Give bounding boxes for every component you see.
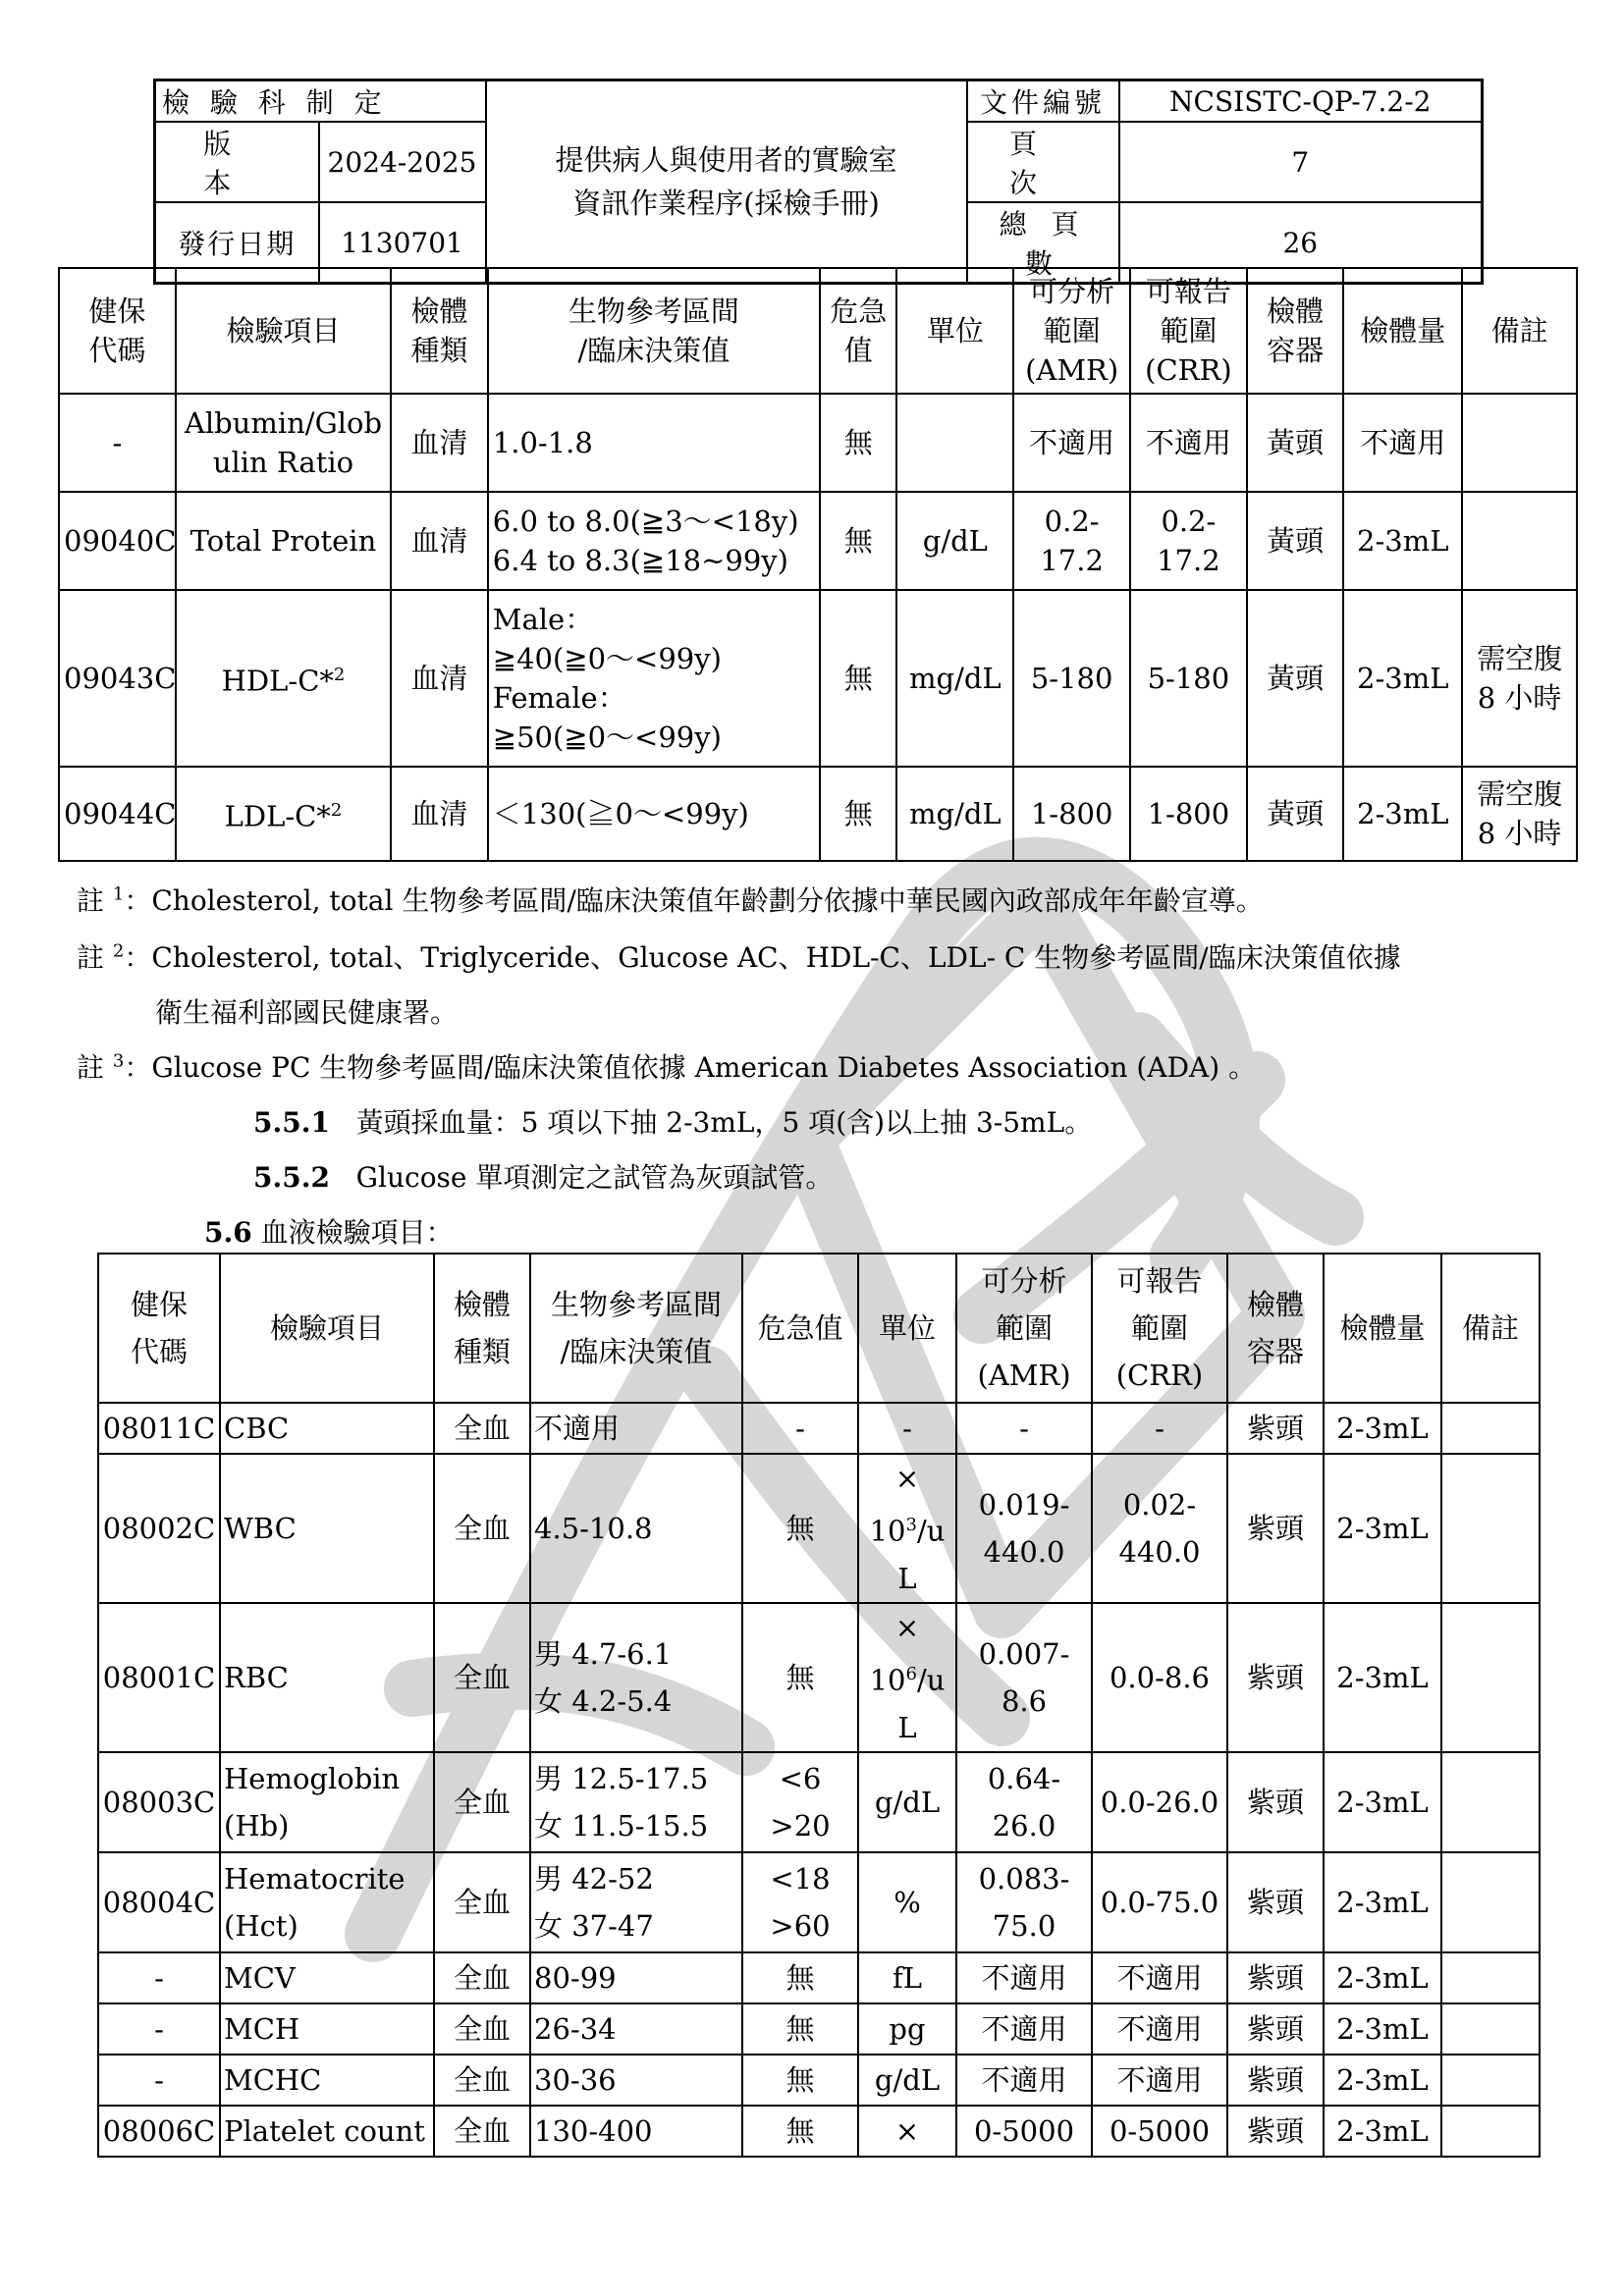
cell-specimen: 血清 (391, 590, 488, 767)
footnote-text: ：Cholesterol, total 生物參考區間/臨床決策值年齡劃分依據中華民國內政部成年年齡宣導。 (124, 884, 1264, 917)
cell-container: 紫頭 (1227, 1454, 1324, 1603)
cell-code: 08006C (98, 2106, 220, 2157)
cell-ref (530, 1603, 742, 1752)
critical-low: <6 (779, 1762, 822, 1795)
cell-ref: 80-99 (530, 1952, 742, 2003)
cell-crr: 不適用 (1092, 1952, 1227, 2003)
cell-code: - (98, 2003, 220, 2055)
footnote-prefix: 註 (77, 884, 105, 917)
cell-item: HDL-C*$^2$ (176, 590, 391, 767)
footnote-ref: 2 (333, 665, 346, 686)
col-header-crr: 可報告 範圍 (CRR) (1092, 1254, 1227, 1403)
cell-crr: 0.0-75.0 (1092, 1852, 1227, 1952)
table-row (98, 1454, 1540, 1603)
cell-critical: 無 (742, 2106, 858, 2157)
unit-l: L (897, 1710, 917, 1744)
cell-note (1441, 1752, 1540, 1852)
section-number: 5.6 (204, 1216, 252, 1249)
cell-code: - (59, 394, 176, 492)
cell-specimen: 血清 (391, 492, 488, 590)
table-row (98, 1603, 1540, 1752)
header-label-doc-no: 文件編號 (967, 80, 1119, 123)
table-row (98, 2003, 1540, 2055)
cell-crr: 不適用 (1092, 2055, 1227, 2106)
cell-crr: 0.2- 17.2 (1130, 492, 1247, 590)
cell-unit: fL (858, 1952, 956, 2003)
cell-note (1441, 2055, 1540, 2106)
col-header-ref: 生物參考區間 /臨床決策值 (488, 268, 820, 394)
table-row (98, 2055, 1540, 2106)
cell-amr: 5-180 (1013, 590, 1130, 767)
cell-specimen: 全血 (434, 1952, 530, 2003)
cell-crr: 0.0-8.6 (1092, 1603, 1227, 1752)
cell-critical: 無 (820, 767, 897, 861)
footnote-2 (77, 936, 1401, 976)
cell-unit: % (858, 1852, 956, 1952)
section-number: 5.5.1 (253, 1106, 330, 1139)
cell-crr: 1-800 (1130, 767, 1247, 861)
cell-item: Hemoglobin (Hb) (220, 1752, 434, 1852)
cell-crr: - (1092, 1403, 1227, 1454)
cell-ref: ＜130(≧0～<99y) (488, 767, 820, 861)
table-row (98, 1852, 1540, 1952)
cell-item: RBC (220, 1603, 434, 1752)
cell-code: - (98, 2055, 220, 2106)
cell-amr: 0-5000 (956, 2106, 1092, 2157)
cell-specimen: 全血 (434, 1403, 530, 1454)
section-5-6 (204, 1211, 454, 1251)
cell-volume: 2-3mL (1324, 1752, 1441, 1852)
cell-item: LDL-C*$^2$ (176, 767, 391, 861)
document-header (153, 79, 1484, 285)
footnote-text: ：Glucose PC 生物參考區間/臨床決策值依據 American Diabetes Association (ADA) 。 (124, 1051, 1257, 1084)
cell-container: 紫頭 (1227, 1852, 1324, 1952)
cell-note (1462, 394, 1577, 492)
ref-female: 女 4.2-5.4 (534, 1684, 673, 1718)
cell-code: 08003C (98, 1752, 220, 1852)
footnote-number: 1 (112, 883, 125, 905)
cell-item: Albumin/Glob ulin Ratio (176, 394, 391, 492)
cell-container: 紫頭 (1227, 1603, 1324, 1752)
cell-volume: 2-3mL (1324, 1952, 1441, 2003)
cell-specimen: 血清 (391, 394, 488, 492)
cell-amr: 0.019- 440.0 (956, 1454, 1092, 1603)
cell-amr: 0.083- 75.0 (956, 1852, 1092, 1952)
unit-base: 10 (869, 1514, 906, 1548)
cell-note (1441, 1403, 1540, 1454)
header-version: 2024-2025 (319, 122, 486, 202)
col-header-volume: 檢體量 (1343, 268, 1462, 394)
cell-item: MCHC (220, 2055, 434, 2106)
col-header-volume: 檢體量 (1324, 1254, 1441, 1403)
table-header-row (59, 268, 1577, 394)
unit-per: /u (916, 1514, 946, 1548)
col-header-unit: 單位 (858, 1254, 956, 1403)
footnote-number: 3 (112, 1050, 125, 1072)
table-row (59, 590, 1577, 767)
cell-amr: 不適用 (956, 2003, 1092, 2055)
cell-container: 紫頭 (1227, 2055, 1324, 2106)
cell-ref: Male： ≧40(≧0～<99y) Female： ≧50(≧0～<99y) (488, 590, 820, 767)
cell-note (1441, 1603, 1540, 1752)
cell-volume: 2-3mL (1324, 1454, 1441, 1603)
col-header-note: 備註 (1441, 1254, 1540, 1403)
cell-note (1462, 492, 1577, 590)
cell-item: CBC (220, 1403, 434, 1454)
ref-female: 女 11.5-15.5 (534, 1809, 709, 1842)
cell-ref (530, 1852, 742, 1952)
header-doc-no: NCSISTC-QP-7.2-2 (1119, 80, 1483, 123)
header-label-basis: 檢 驗 科 制 定 (155, 80, 486, 123)
cell-volume: 2-3mL (1324, 2003, 1441, 2055)
footnote-prefix: 註 (77, 941, 105, 974)
header-issue-date: 1130701 (319, 202, 486, 284)
cell-critical: - (742, 1403, 858, 1454)
cell-critical: 無 (820, 590, 897, 767)
ref-male: 男 4.7-6.1 (534, 1637, 673, 1671)
unit-l: L (897, 1561, 917, 1595)
cell-crr: 0.0-26.0 (1092, 1752, 1227, 1852)
cell-code: 09043C (59, 590, 176, 767)
cell-item: Total Protein (176, 492, 391, 590)
cell-note: 需空腹 8 小時 (1462, 767, 1577, 861)
header-label-version: 版 本 (155, 122, 319, 202)
cell-item: MCV (220, 1952, 434, 2003)
cell-unit: g/dL (896, 492, 1013, 590)
cell-crr: 不適用 (1130, 394, 1247, 492)
section-5-5-2 (253, 1156, 833, 1196)
section-text: 黃頭採血量：5 項以下抽 2-3mL，5 項(含)以上抽 3-5mL。 (355, 1106, 1093, 1139)
cell-specimen: 全血 (434, 1454, 530, 1603)
cell-specimen: 全血 (434, 2055, 530, 2106)
col-header-ref: 生物參考區間 /臨床決策值 (530, 1254, 742, 1403)
cell-critical: 無 (742, 1952, 858, 2003)
table-row (59, 394, 1577, 492)
col-header-specimen: 檢體 種類 (391, 268, 488, 394)
table-row (98, 1403, 1540, 1454)
header-label-issue-date: 發行日期 (155, 202, 319, 284)
cell-critical: 無 (742, 1454, 858, 1603)
cell-critical: 無 (820, 394, 897, 492)
cell-code: 08011C (98, 1403, 220, 1454)
cell-critical: 無 (820, 492, 897, 590)
cell-container: 紫頭 (1227, 1952, 1324, 2003)
cell-item: Platelet count (220, 2106, 434, 2157)
cell-specimen: 全血 (434, 1852, 530, 1952)
critical-low: <18 (770, 1862, 831, 1896)
cell-ref: 不適用 (530, 1403, 742, 1454)
footnote-prefix: 註 (77, 1051, 105, 1084)
cell-ref (530, 1752, 742, 1852)
footnote-ref: 2 (330, 800, 343, 822)
col-header-critical: 危急值 (742, 1254, 858, 1403)
col-header-amr: 可分析 範圍 (AMR) (956, 1254, 1092, 1403)
header-label-page: 頁 次 (967, 122, 1119, 202)
cell-volume: 2-3mL (1343, 590, 1462, 767)
header-label-total-pages: 總 頁 數 (967, 202, 1119, 284)
cell-amr: 不適用 (1013, 394, 1130, 492)
cell-unit: mg/dL (896, 767, 1013, 861)
cell-ref: 1.0-1.8 (488, 394, 820, 492)
unit-times: × (894, 1462, 920, 1496)
cell-unit: × (858, 2106, 956, 2157)
cell-amr: 1-800 (1013, 767, 1130, 861)
unit-per: /u (916, 1663, 946, 1697)
col-header-note: 備註 (1462, 268, 1577, 394)
cell-amr: 不適用 (956, 1952, 1092, 2003)
critical-high: >60 (770, 1909, 831, 1943)
cell-amr: 0.2- 17.2 (1013, 492, 1130, 590)
footnote-3 (77, 1046, 1256, 1086)
cell-container: 黃頭 (1247, 492, 1344, 590)
col-header-code: 健保 代碼 (59, 268, 176, 394)
cell-unit (896, 394, 1013, 492)
cell-code: 08004C (98, 1852, 220, 1952)
col-header-unit: 單位 (896, 268, 1013, 394)
cell-amr: 0.007-8.6 (956, 1603, 1092, 1752)
col-header-code: 健保 代碼 (98, 1254, 220, 1403)
unit-times: × (894, 1611, 920, 1645)
cell-container: 黃頭 (1247, 590, 1344, 767)
footnote-2-continued: 衛生福利部國民健康署。 (155, 996, 459, 1029)
cell-container: 黃頭 (1247, 394, 1344, 492)
cell-code: 08002C (98, 1454, 220, 1603)
cell-volume: 2-3mL (1343, 767, 1462, 861)
table-row (98, 1752, 1540, 1852)
cell-container: 紫頭 (1227, 1403, 1324, 1454)
cell-container: 黃頭 (1247, 767, 1344, 861)
cell-crr: 5-180 (1130, 590, 1247, 767)
ref-male: 男 42-52 (534, 1862, 654, 1896)
ref-female: 女 37-47 (534, 1909, 654, 1943)
critical-high: >20 (770, 1809, 831, 1842)
cell-note (1441, 1952, 1540, 2003)
cell-amr: 0.64-26.0 (956, 1752, 1092, 1852)
table-row (59, 492, 1577, 590)
cell-unit (858, 1603, 956, 1752)
cell-volume: 2-3mL (1324, 2106, 1441, 2157)
cell-volume: 2-3mL (1324, 1852, 1441, 1952)
cell-note (1441, 2003, 1540, 2055)
cell-note (1441, 1454, 1540, 1603)
cell-container: 紫頭 (1227, 2003, 1324, 2055)
cell-item: MCH (220, 2003, 434, 2055)
cell-container: 紫頭 (1227, 1752, 1324, 1852)
cell-crr: 0-5000 (1092, 2106, 1227, 2157)
cell-note (1441, 2106, 1540, 2157)
cell-volume: 不適用 (1343, 394, 1462, 492)
cell-critical: 無 (742, 1603, 858, 1752)
cell-critical: 無 (742, 2003, 858, 2055)
unit-exponent: 6 (905, 1664, 917, 1685)
cell-item: WBC (220, 1454, 434, 1603)
cell-specimen: 全血 (434, 2003, 530, 2055)
table-row (98, 1952, 1540, 2003)
cell-crr: 不適用 (1092, 2003, 1227, 2055)
title-line-1: 提供病人與使用者的實驗室 (555, 143, 897, 177)
cell-amr: - (956, 1403, 1092, 1454)
cell-critical (742, 1752, 858, 1852)
cell-specimen: 全血 (434, 1603, 530, 1752)
unit-base: 10 (869, 1663, 906, 1697)
cell-item: Hematocrite (Hct) (220, 1852, 434, 1952)
chemistry-table (58, 267, 1578, 862)
cell-code: - (98, 1952, 220, 2003)
cell-volume: 2-3mL (1324, 1403, 1441, 1454)
section-text: Glucose 單項測定之試管為灰頭試管。 (355, 1161, 834, 1194)
document-title (486, 80, 967, 284)
cell-volume: 2-3mL (1324, 2055, 1441, 2106)
hematology-table (97, 1253, 1541, 2158)
col-header-crr: 可報告 範圍 (CRR) (1130, 268, 1247, 394)
cell-note (1441, 1852, 1540, 1952)
table-header-row (98, 1254, 1540, 1403)
section-5-5-1 (253, 1101, 1092, 1141)
cell-volume: 2-3mL (1343, 492, 1462, 590)
cell-code: 08001C (98, 1603, 220, 1752)
cell-ref: 4.5-10.8 (530, 1454, 742, 1603)
footnote-number: 2 (112, 940, 125, 962)
cell-unit: mg/dL (896, 590, 1013, 767)
cell-specimen: 全血 (434, 2106, 530, 2157)
header-total-pages: 26 (1119, 202, 1483, 284)
ref-male: 男 12.5-17.5 (534, 1762, 709, 1795)
col-header-amr: 可分析 範圍 (AMR) (1013, 268, 1130, 394)
col-header-item: 檢驗項目 (220, 1254, 434, 1403)
cell-ref: 30-36 (530, 2055, 742, 2106)
section-number: 5.5.2 (253, 1161, 330, 1194)
title-line-2: 資訊作業程序(採檢手冊) (572, 187, 880, 220)
cell-unit (858, 1454, 956, 1603)
cell-volume: 2-3mL (1324, 1603, 1441, 1752)
section-text: 血液檢驗項目： (260, 1216, 454, 1249)
cell-unit: g/dL (858, 1752, 956, 1852)
cell-critical (742, 1852, 858, 1952)
cell-amr: 不適用 (956, 2055, 1092, 2106)
cell-note: 需空腹 8 小時 (1462, 590, 1577, 767)
col-header-container: 檢體 容器 (1227, 1254, 1324, 1403)
cell-unit: - (858, 1403, 956, 1454)
unit-exponent: 3 (905, 1515, 917, 1536)
cell-unit: g/dL (858, 2055, 956, 2106)
footnote-text: ：Cholesterol, total、Triglyceride、Glucose AC、HDL-C、LDL- C 生物參考區間/臨床決策值依據 (124, 941, 1401, 974)
table-row (59, 767, 1577, 861)
cell-code: 09040C (59, 492, 176, 590)
cell-ref: 130-400 (530, 2106, 742, 2157)
cell-critical: 無 (742, 2055, 858, 2106)
col-header-item: 檢驗項目 (176, 268, 391, 394)
cell-crr: 0.02- 440.0 (1092, 1454, 1227, 1603)
cell-specimen: 血清 (391, 767, 488, 861)
cell-specimen: 全血 (434, 1752, 530, 1852)
col-header-container: 檢體 容器 (1247, 268, 1344, 394)
col-header-critical: 危急 值 (820, 268, 897, 394)
header-page: 7 (1119, 122, 1483, 202)
cell-unit: pg (858, 2003, 956, 2055)
cell-ref: 6.0 to 8.0(≧3～<18y) 6.4 to 8.3(≧18~99y) (488, 492, 820, 590)
table-row (98, 2106, 1540, 2157)
cell-container: 紫頭 (1227, 2106, 1324, 2157)
footnote-1 (77, 880, 1264, 919)
col-header-specimen: 檢體 種類 (434, 1254, 530, 1403)
cell-ref: 26-34 (530, 2003, 742, 2055)
cell-code: 09044C (59, 767, 176, 861)
